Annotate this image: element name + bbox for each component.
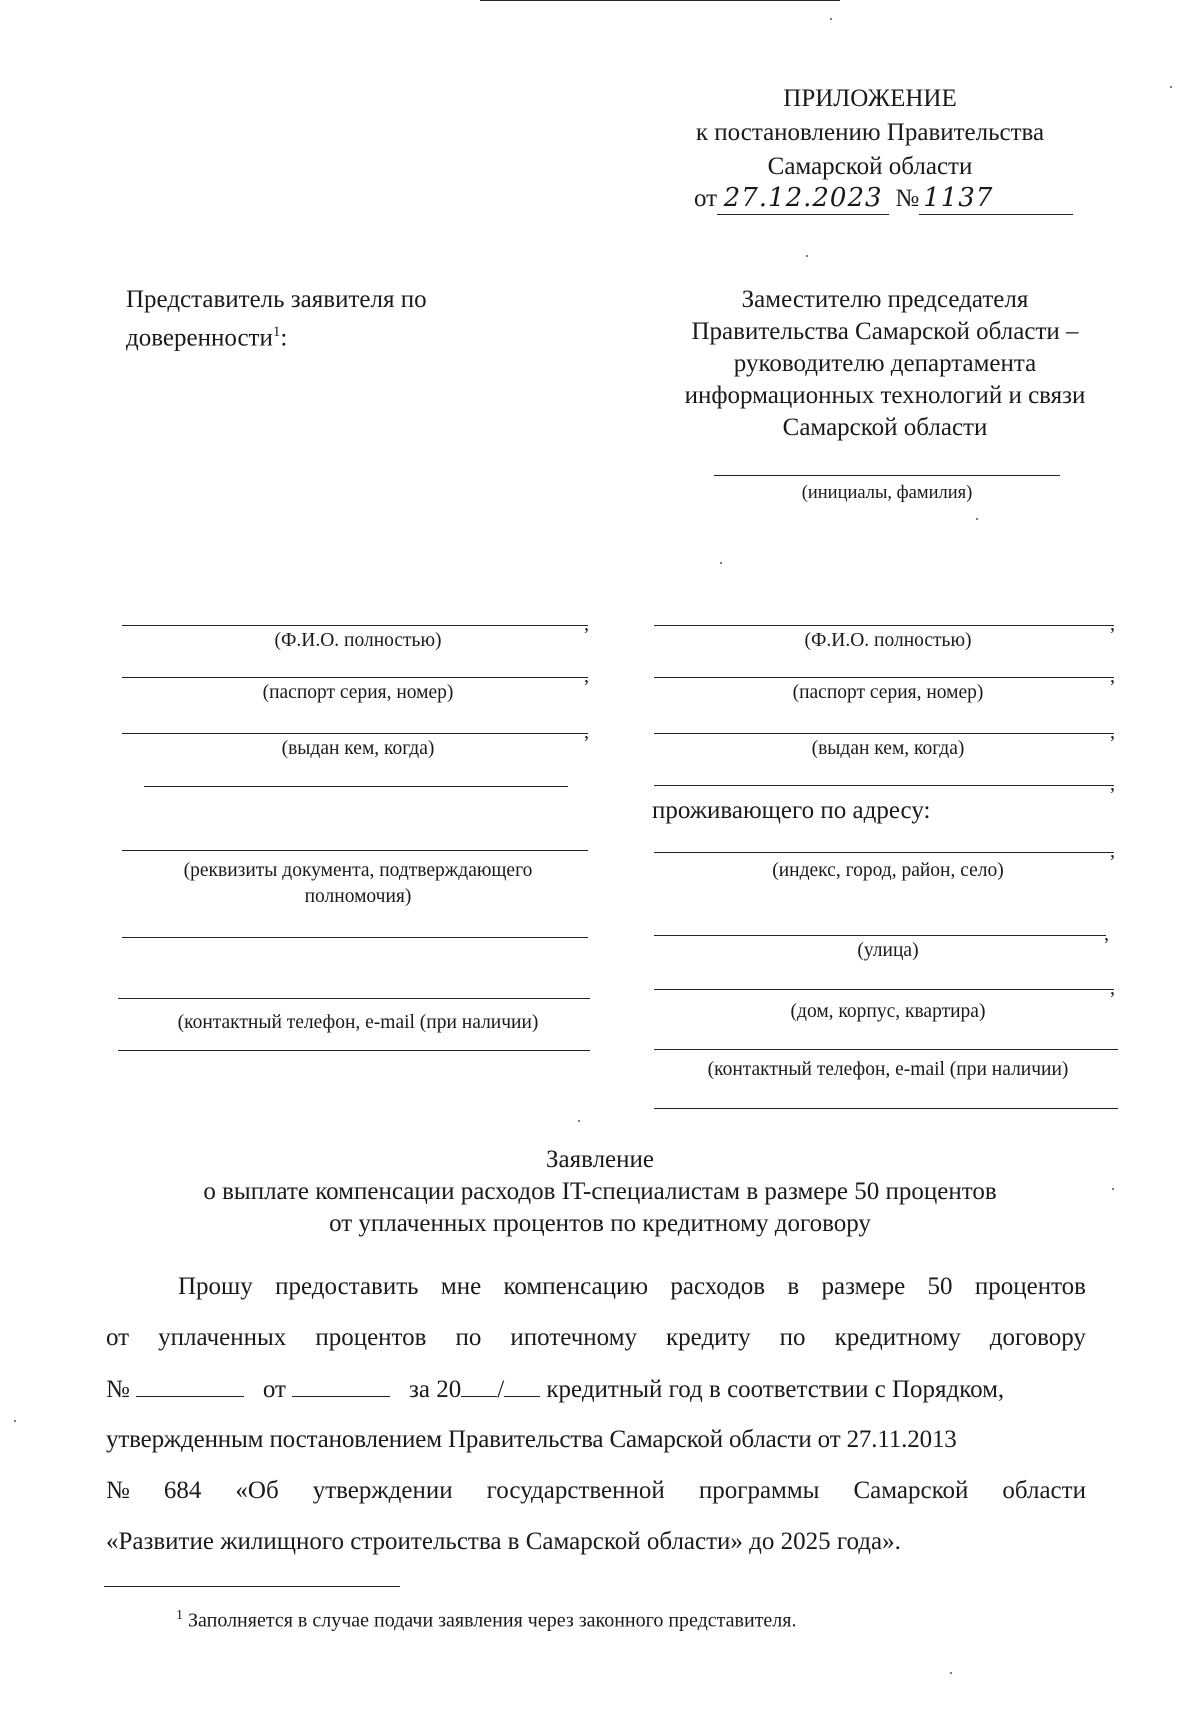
right-contacts-line[interactable]: [654, 1049, 1118, 1050]
left-fio-caption: (Ф.И.О. полностью): [274, 630, 442, 651]
number-prefix: №: [895, 185, 920, 212]
left-passport-caption: (паспорт серия, номер): [262, 682, 454, 703]
right-fio-line[interactable]: [654, 625, 1114, 626]
top-edge-rule: [480, 0, 840, 1]
title-line-3: от уплаченных процентов по кредитному договору: [329, 1210, 871, 1237]
addressee-line-5: Самарской области: [782, 414, 988, 441]
body-line-3: № от за 20 / кредитный год в соответствии с Порядком,: [106, 1376, 1005, 1403]
contract-date-blank[interactable]: [292, 1374, 390, 1397]
scan-speck: [14, 1420, 16, 1422]
scan-speck: [806, 255, 808, 257]
year-end-blank[interactable]: [504, 1374, 540, 1397]
right-issued-line[interactable]: [654, 733, 1114, 734]
date-value: 27.12.2023: [723, 183, 883, 213]
body-line-4: утвержденным постановлением Правительства Самарской области от 27.11.2013: [106, 1426, 957, 1453]
date-prefix: от: [694, 185, 718, 212]
left-issued-caption: (выдан кем, когда): [281, 738, 435, 759]
right-passport-caption: (паспорт серия, номер): [792, 682, 984, 703]
addressee-line-3: руководителю департамента: [733, 350, 1037, 377]
title-line-2: о выплате компенсации расходов IT-специалистам в размере 50 процентов: [203, 1178, 997, 1205]
right-contacts-caption: (контактный телефон, e-mail (при наличии): [707, 1059, 1069, 1080]
left-authority-line-2[interactable]: [122, 937, 588, 938]
right-street-line[interactable]: [654, 935, 1106, 936]
scan-speck: [1170, 86, 1172, 88]
left-issued-line[interactable]: [122, 733, 588, 734]
right-house-caption: (дом, корпус, квартира): [790, 1001, 986, 1022]
number-handwritten: [919, 183, 1073, 215]
addressee-block: [640, 284, 1130, 444]
right-house-line[interactable]: [654, 989, 1114, 990]
body-line-6: «Развитие жилищного строительства в Самарской области» до 2025 года».: [106, 1528, 901, 1555]
right-index-caption: (индекс, город, район, село): [772, 860, 1004, 881]
right-passport-line[interactable]: [654, 677, 1114, 678]
body-line-1: Прошу предоставить мне компенсацию расходов в размере 50 процентов: [178, 1273, 1086, 1300]
scan-speck: [950, 1672, 952, 1674]
representative-label: [126, 284, 526, 354]
date-handwritten: [717, 183, 889, 215]
right-street-caption: (улица): [857, 940, 919, 961]
body-line-5: № 684 «Об утверждении государственной программы Самарской области: [106, 1477, 1086, 1504]
body-line-2: от уплаченных процентов по ипотечному кредиту по кредитному договору: [106, 1324, 1086, 1351]
left-contacts-line-2[interactable]: [118, 1050, 590, 1051]
scan-speck: [578, 1120, 580, 1122]
title-line-1: Заявление: [545, 1146, 655, 1173]
scan-speck: [720, 562, 722, 564]
residing-label: проживающего по адресу:: [652, 797, 931, 824]
addressee-line-1: Заместителю председателя: [741, 286, 1029, 313]
representative-line-2: доверенности$^1$:: [126, 324, 288, 352]
left-passport-line[interactable]: [122, 677, 588, 678]
scan-speck: [976, 518, 978, 520]
scan-speck: [830, 18, 832, 20]
scan-speck: [1112, 1188, 1114, 1190]
left-authority-caption: (реквизиты документа, подтверждающего полномочия): [183, 860, 533, 907]
right-issued-line-2[interactable]: [654, 785, 1114, 786]
left-fio-line[interactable]: [122, 625, 588, 626]
footnote: $^1$ Заполняется в случае подачи заявления через законного представителя.: [176, 1608, 797, 1632]
footnote-ref: 1: [272, 324, 281, 340]
appendix-title: ПРИЛОЖЕНИЕ: [783, 85, 957, 112]
left-contacts-line[interactable]: [118, 998, 590, 999]
addressee-name-caption: (инициалы, фамилия): [801, 483, 973, 503]
year-start-blank[interactable]: [461, 1374, 497, 1397]
representative-line-1: Представитель заявителя по: [126, 286, 427, 313]
addressee-line-4: информационных технологий и связи: [684, 382, 1086, 409]
number-value: 1137: [923, 183, 994, 213]
application-title: [60, 1144, 1140, 1240]
appendix-line-3: Самарской области: [767, 153, 973, 180]
right-contacts-line-2[interactable]: [654, 1108, 1118, 1109]
right-issued-caption: (выдан кем, когда): [811, 738, 965, 759]
right-index-line[interactable]: [654, 852, 1114, 853]
footnote-separator: [104, 1586, 400, 1587]
appendix-date-number: [694, 182, 1114, 215]
contract-number-blank[interactable]: [136, 1374, 244, 1397]
addressee-name-line[interactable]: [714, 475, 1060, 476]
left-authority-line[interactable]: [122, 850, 588, 851]
left-extra-line[interactable]: [144, 786, 568, 787]
addressee-line-2: Правительства Самарской области –: [691, 318, 1079, 345]
appendix-line-2: к постановлению Правительства: [695, 119, 1045, 146]
right-fio-caption: (Ф.И.О. полностью): [804, 630, 972, 651]
left-contacts-caption: (контактный телефон, e-mail (при наличии): [177, 1012, 539, 1033]
